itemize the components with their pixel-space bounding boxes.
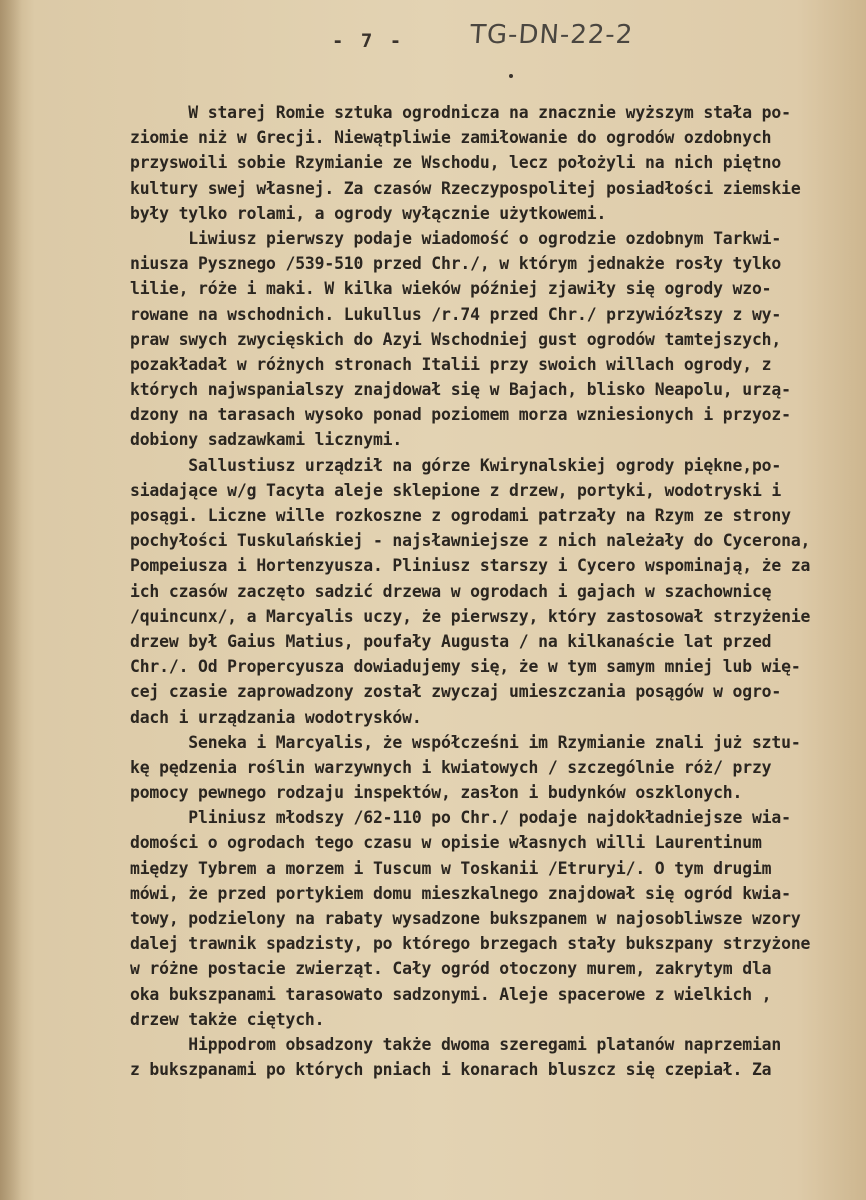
text-line: W starej Romie sztuka ogrodnicza na znacznie wyższym stała po- <box>130 103 791 122</box>
text-line: Liwiusz pierwszy podaje wiadomość o ogrodzie ozdobnym Tarkwi- <box>130 228 782 248</box>
text-line: kultury swej własnej. Za czasów Rzeczypospolitej posiadłości ziemskie <box>130 178 801 198</box>
text-line: drzew był Gaius Matius, poufały Augusta / na kilkanaście lat przed <box>130 631 772 651</box>
text-line: przyswoili sobie Rzymianie ze Wschodu, lecz położyli na nich piętno <box>130 153 782 173</box>
text-line: siadające w/g Tacyta aleje sklepione z drzew, portyki, wodotryski i <box>130 480 782 500</box>
text-line: Pompeiusza i Hortenzyusza. Pliniusz starszy i Cycero wspominają, że za <box>130 556 811 576</box>
text-line: ziomie niż w Grecji. Niewątpliwie zamiłowanie do ogrodów ozdobnych <box>130 128 772 148</box>
text-line: domości o ogrodach tego czasu w opisie własnych willi Laurentinum <box>130 833 762 853</box>
text-line: praw swych zwycięskich do Azyi Wschodniej gust ogrodów tamtejszych, <box>130 329 782 349</box>
text-line: kę pędzenia roślin warzywnych i kwiatowych / szczególnie róż/ przy <box>130 757 772 777</box>
text-line: między Tybrem a morzem i Tuscum w Toskanii /Etruryi/. O tym drugim <box>130 858 772 878</box>
text-line: ich czasów zaczęto sadzić drzewa w ogrodach i gajach w szachownicę <box>130 581 772 601</box>
typewritten-body <box>130 100 845 1082</box>
text-line: drzew także ciętych. <box>130 1009 325 1029</box>
text-line: Seneka i Marcyalis, że współcześni im Rzymianie znali już sztu- <box>130 732 801 752</box>
text-line: dach i urządzania wodotrysków. <box>130 707 422 727</box>
text-line: dobiony sadzawkami licznymi. <box>130 430 403 450</box>
text-line: których najwspanialszy znajdował się w Bajach, blisko Neapolu, urzą- <box>130 380 791 400</box>
text-line: pomocy pewnego rodzaju inspektów, zasłon i budynków oszklonych. <box>130 783 743 803</box>
text-line: oka bukszpanami tarasowato sadzonymi. Aleje spacerowe z wielkich , <box>130 984 772 1004</box>
page-number: - 7 - <box>332 30 405 52</box>
text-line: Pliniusz młodszy /62-110 po Chr./ podaje najdokładniejsze wia- <box>130 808 791 828</box>
text-line: posągi. Liczne wille rozkoszne z ogrodami patrzały na Rzym ze strony <box>130 506 791 525</box>
text-line: rowane na wschodnich. Lukullus /r.74 przed Chr./ przywiózłszy z wy- <box>130 304 782 324</box>
text-line: cej czasie zaprowadzony został zwyczaj umieszczania posągów w ogro- <box>130 682 782 702</box>
text-line: dalej trawnik spadzisty, po którego brzegach stały bukszpany strzyżone <box>130 934 811 954</box>
text-line: w różne postacie zwierząt. Cały ogród otoczony murem, zakrytym dla <box>130 959 772 979</box>
text-line: z bukszpanami po których pniach i konarach bluszcz się czepiał. Za <box>130 1060 772 1080</box>
text-line: mówi, że przed portykiem domu mieszkalnego znajdował się ogród kwia- <box>130 883 791 903</box>
text-line: Sallustiusz urządził na górze Kwirynalskiej ogrody piękne,po- <box>130 455 782 475</box>
text-line: dzony na tarasach wysoko ponad poziomem morza wzniesionych i przyoz- <box>130 405 791 425</box>
text-line: niusza Pysznego /539-510 przed Chr./, w którym jednakże rosły tylko <box>130 254 782 274</box>
text-line: towy, podzielony na rabaty wysadzone bukszpanem w najosobliwsze wzory <box>130 909 801 928</box>
text-line: były tylko rolami, a ogrody wyłącznie użytkowemi. <box>130 203 607 223</box>
handwritten-document-reference: TG-DN-22-2 <box>468 20 635 50</box>
text-line: Hippodrom obsadzony także dwoma szeregami platanów naprzemian <box>130 1034 782 1054</box>
text-line: Chr./. Od Propercyusza dowiadujemy się, że w tym samym mniej lub wię- <box>130 657 801 677</box>
ink-dot <box>509 74 513 78</box>
text-line: /quincunx/, a Marcyalis uczy, że pierwszy, który zastosował strzyżenie <box>130 606 811 626</box>
text-line: pozakładał w różnych stronach Italii przy swoich willach ogrody, z <box>130 354 772 374</box>
text-line: lilie, róże i maki. W kilka wieków później zjawiły się ogrody wzo- <box>130 279 772 299</box>
text-line: pochyłości Tuskulańskiej - najsławniejsze z nich należały do Cycerona, <box>130 531 811 551</box>
